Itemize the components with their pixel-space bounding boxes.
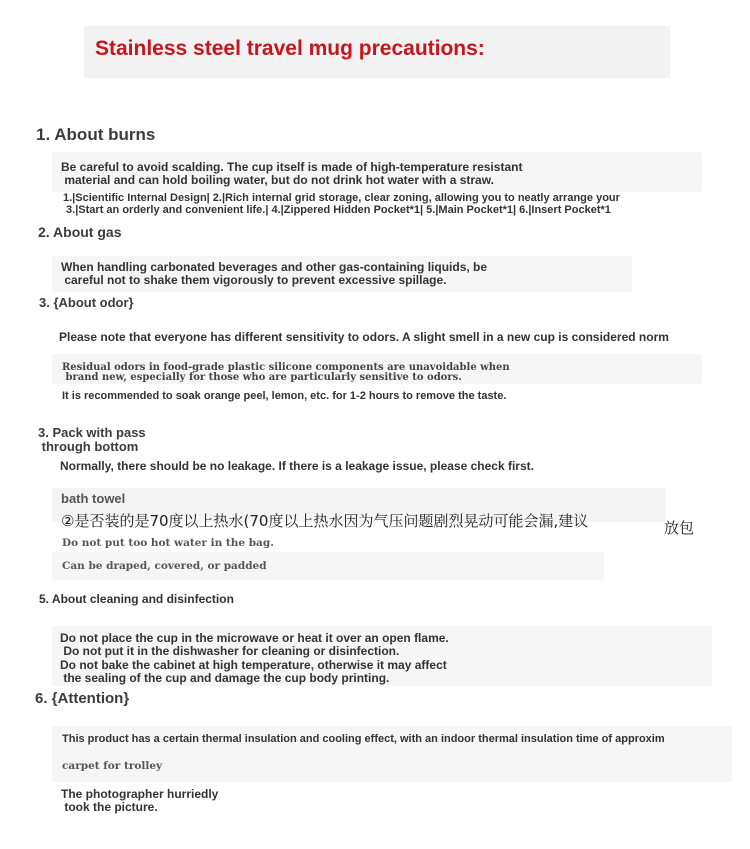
odor-tip-text: It is recommended to soak orange peel, lemon, etc. for 1-2 hours to remove the taste. xyxy=(62,390,507,402)
section-heading-pack: 3. Pack with pass through bottom xyxy=(38,425,146,454)
burns-text: Be careful to avoid scalding. The cup itself is made of high-temperature resistant material and can hold boiling water, but do not drink hot water with a straw. xyxy=(61,160,523,187)
pack-text: Normally, there should be no leakage. If there is a leakage issue, please check first. xyxy=(60,459,534,473)
burns-list-text: 1.|Scientific Internal Design| 2.|Rich internal grid storage, clear zoning, allowing you to neatly arrange your 3.|Start an orderly and convenient life.| 4.|Zippered Hidden Pocket*1| 5.|Main Pocket*1| 6.|Insert Pocket*1 xyxy=(63,192,620,216)
cleaning-text: Do not place the cup in the microwave or heat it over an open flame. Do not put it in the dishwasher for cleaning or disinfection. xyxy=(60,631,449,658)
page-title: Stainless steel travel mug precautions: xyxy=(95,37,485,60)
section-heading-gas: 2. About gas xyxy=(38,224,122,240)
attention-text: This product has a certain thermal insulation and cooling effect, with an indoor thermal insulation time of approxim xyxy=(62,733,665,745)
cleaning-text-2: Do not bake the cabinet at high temperature, otherwise it may affect the sealing of the cup and damage the cup body printing. xyxy=(60,658,447,685)
odor-text: Please note that everyone has different sensitivity to odors. A slight smell in a new cup is considered norm xyxy=(59,330,669,344)
section-heading-attention: 6. {Attention} xyxy=(35,690,130,707)
odor-residual-text: Residual odors in food-grade plastic silicone components are unavoidable when brand new, especially for those who are particularly sensitive to odors. xyxy=(62,362,510,383)
section-heading-odor: 3. {About odor} xyxy=(39,295,134,310)
pack-chinese-text: ②是否装的是70度以上热水(70度以上热水因为气压问题剧烈晃动可能会漏,建议 xyxy=(61,512,589,530)
gas-text: When handling carbonated beverages and other gas-containing liquids, be careful not to shake them vigorously to prevent excessive spillage. xyxy=(61,260,488,287)
pack-sub-heading: bath towel xyxy=(61,491,126,506)
attention-carpet-text: carpet for trolley xyxy=(62,760,163,772)
section-heading-cleaning: 5. About cleaning and disinfection xyxy=(39,592,234,606)
pack-chinese-tail: 放包 xyxy=(664,519,695,537)
pack-note-draped: Can be draped, covered, or padded xyxy=(62,560,267,572)
section-heading-burns: 1. About burns xyxy=(36,125,156,144)
attention-photographer-text: The photographer hurriedly took the picture. xyxy=(61,787,219,814)
pack-note-hot-water: Do not put too hot water in the bag. xyxy=(62,537,274,549)
